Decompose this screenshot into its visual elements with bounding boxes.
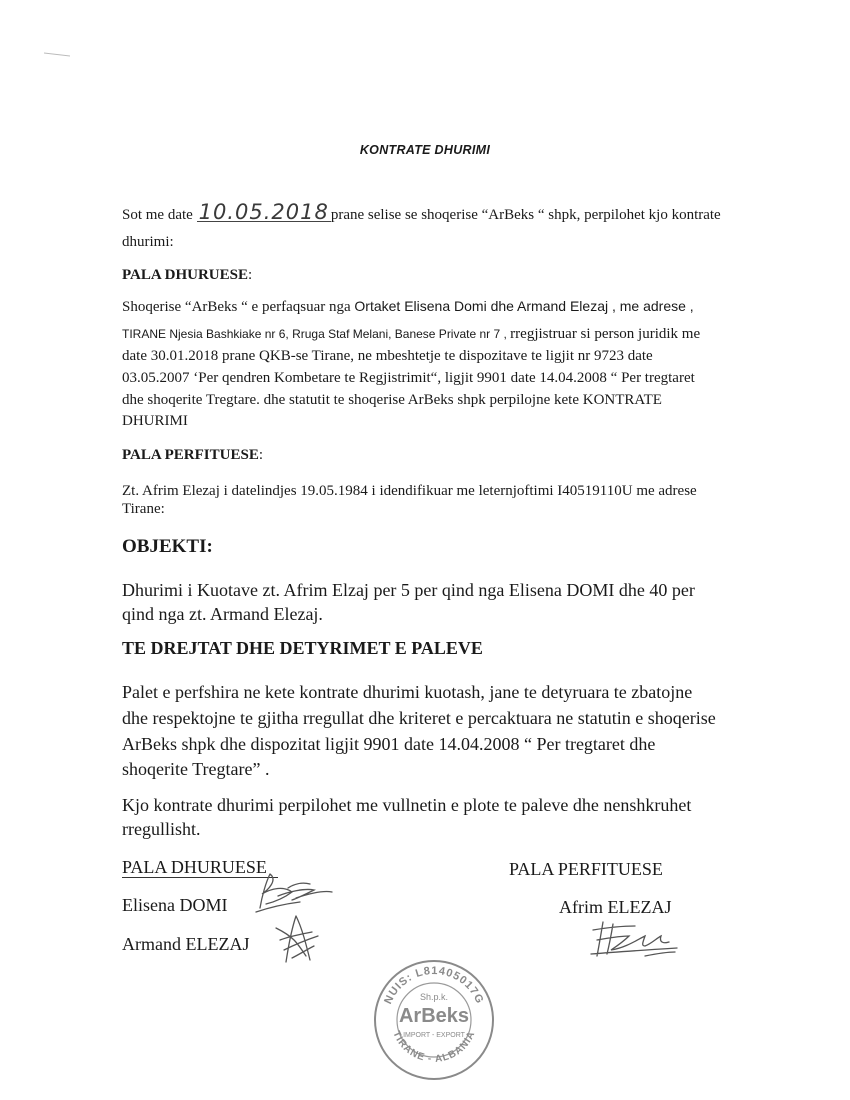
donor-line-1a: Shoqerise “ArBeks “ e perfaqsuar nga xyxy=(122,299,355,315)
donor-line-6: DHURIMI xyxy=(122,413,188,429)
signer-afrim: Afrim ELEZAJ xyxy=(559,897,672,917)
donor-line-2a: TIRANE Njesia Bashkiake nr 6, Rruga Staf Melani, Banese Private nr 7 , xyxy=(122,327,511,341)
donor-line-3: date 30.01.2018 prane QKB-se Tirane, ne mbeshtetje te dispozitave te ligjit nr 9723 date xyxy=(122,348,653,364)
stamp-company-name: ArBeks xyxy=(398,1005,470,1027)
intro-suffix: prane selise se shoqerise “ArBeks “ shpk, perpilohet kjo kontrate xyxy=(330,207,721,223)
signature-heading-donor: PALA DHURUESE xyxy=(122,857,267,877)
stamp-city: TIRANE - ALBANIA xyxy=(390,1029,478,1065)
signer-elisena: Elisena DOMI xyxy=(122,895,228,915)
donor-line-1 xyxy=(122,296,694,318)
stamp-nuis: NUIS: L81405017G xyxy=(382,964,486,1007)
stamp-shpk: Sh.p.k. xyxy=(419,992,449,1002)
closing-line-1: Kjo kontrate dhurimi perpilohet me vullnetin e plote te paleve dhe nenshkruhet xyxy=(122,795,692,815)
donor-line-2 xyxy=(122,324,700,345)
rights-line-4: shoqerite Tregtare” . xyxy=(122,759,270,779)
signature-heading-beneficiary: PALA PERFITUESE xyxy=(509,859,663,879)
beneficiary-heading: PALA PERFITUESE xyxy=(122,447,259,463)
donor-heading: PALA DHURUESE xyxy=(122,267,248,283)
donor-line-1b: Ortaket Elisena Domi dhe Armand Elezaj , me adrese , xyxy=(354,298,694,314)
closing-line-2: rregullisht. xyxy=(122,819,201,839)
signature-afrim-icon xyxy=(585,918,685,962)
beneficiary-heading-row xyxy=(122,445,263,466)
rights-line-3: ArBeks shpk dhe dispozitat ligjit 9901 date 14.04.2008 “ Per tregtaret dhe xyxy=(122,734,656,754)
intro-line-1 xyxy=(122,200,721,226)
scan-artifact xyxy=(44,44,70,46)
intro-prefix: Sot me date xyxy=(122,207,193,223)
signer-armand: Armand ELEZAJ xyxy=(122,934,250,954)
document-title: KONTRATE DHURIMI xyxy=(359,143,491,157)
donor-line-5: dhe shoqerite Tregtare. dhe statutit te shoqerise ArBeks shpk perpilojne kete KONTRATE xyxy=(122,392,662,408)
beneficiary-line-2: Tirane: xyxy=(122,501,165,517)
beneficiary-heading-colon: : xyxy=(258,447,264,463)
company-stamp xyxy=(372,958,496,1082)
donor-line-2b: rregjistruar si person juridik me xyxy=(510,326,701,342)
donor-heading-row xyxy=(122,265,252,286)
stamp-activity: IMPORT - EXPORT xyxy=(403,1032,465,1039)
rights-heading: TE DREJTAT DHE DETYRIMET E PALEVE xyxy=(122,638,483,658)
donor-heading-colon: : xyxy=(248,267,253,283)
stamp-seal-icon xyxy=(372,958,496,1082)
handwritten-date: 10.05.2018 xyxy=(198,200,329,224)
object-line-2: qind nga zt. Armand Elezaj. xyxy=(122,604,323,624)
intro-line-2: dhurimi: xyxy=(122,234,174,250)
object-line-1: Dhurimi i Kuotave zt. Afrim Elzaj per 5 per qind nga Elisena DOMI dhe 40 per xyxy=(122,580,695,600)
signature-armand-icon xyxy=(266,910,326,966)
rights-line-1: Palet e perfshira ne kete kontrate dhurimi kuotash, jane te detyruara te zbatojne xyxy=(122,682,693,702)
rights-line-2: dhe respektojne te gjitha rregullat dhe kriteret e percaktuara ne statutin e shoqerise xyxy=(122,708,716,728)
donor-line-4: 03.05.2007 ‘Per qendren Kombetare te Regjistrimit“, ligjit 9901 date 14.04.2008 “ Per tregtaret xyxy=(122,370,695,386)
object-heading: OBJEKTI: xyxy=(122,536,213,557)
beneficiary-line-1: Zt. Afrim Elezaj i datelindjes 19.05.1984 i idendifikuar me leternjoftimi I40519110U me adrese xyxy=(122,483,697,499)
